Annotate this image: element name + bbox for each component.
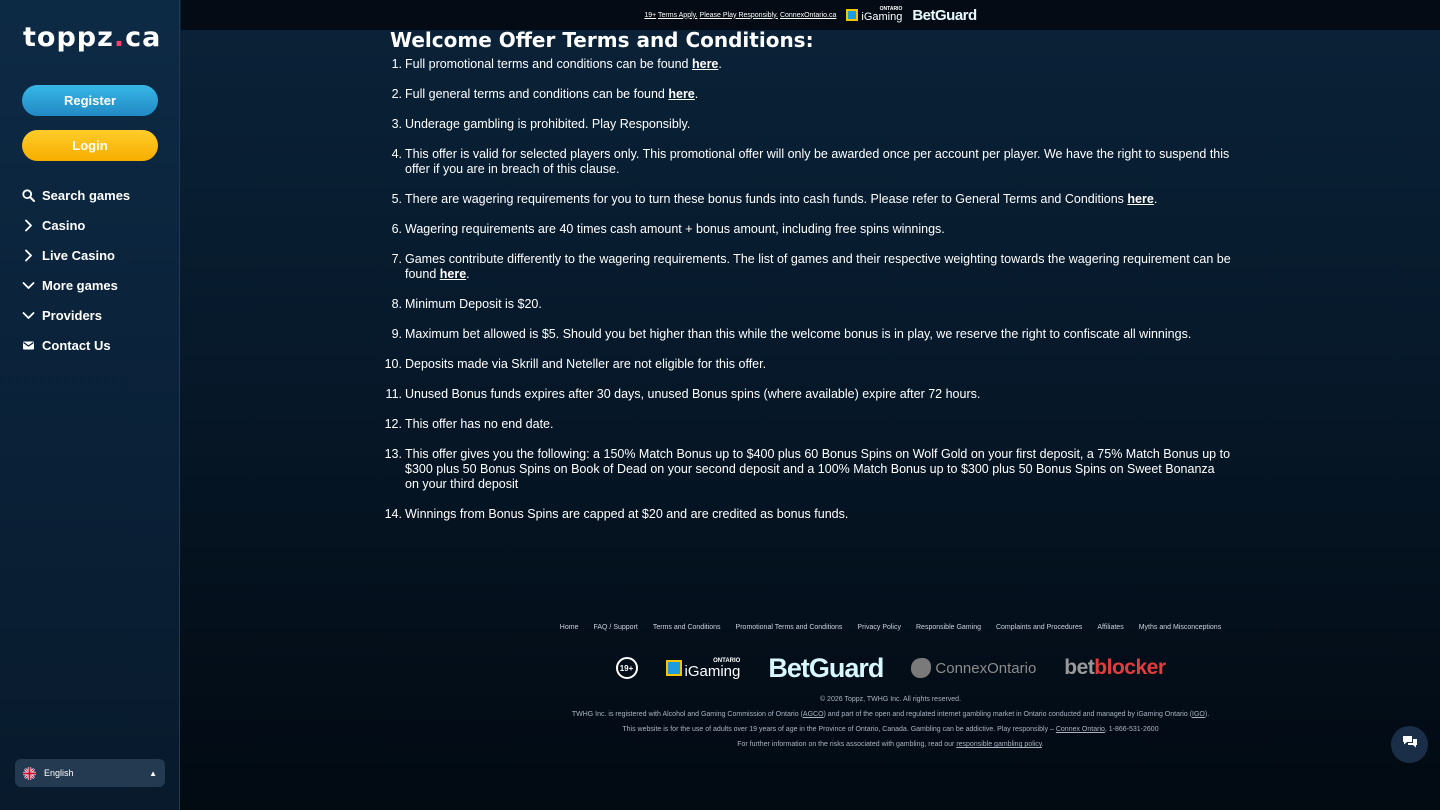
betblocker-a: bet — [1064, 656, 1095, 679]
terms-item-text: Full general terms and conditions can be found — [405, 87, 669, 101]
terms-item-text: This offer gives you the following: a 150% Match Bonus up to $400 plus 60 Bonus Spins on Wolf Gold on your first deposit, a 75% Match Bonus up to $300 plus 50 Bonus Spins on Book of Dead on your second deposit and a 100% Match Bonus up to $300 plus 50 Bonus Spins on Sweet Bonanza on your third deposit — [405, 447, 1231, 491]
age-19-badge: 19+ — [616, 657, 638, 679]
chevron-right-icon — [22, 219, 35, 232]
terms-item-number: 8. — [391, 297, 402, 311]
terms-item — [386, 357, 1231, 372]
logo-name: toppz — [23, 22, 114, 53]
chat-icon — [1402, 735, 1418, 754]
terms-item-text: Games contribute differently to the wagering requirements. The list of games and their respective weighting towards the wagering requirement can be found — [405, 252, 1231, 281]
terms-item-text: Underage gambling is prohibited. Play Responsibly. — [405, 117, 691, 131]
sidebar-item-search-games[interactable] — [22, 180, 172, 210]
terms-item-text: Winnings from Bonus Spins are capped at $20 and are credited as bonus funds. — [405, 507, 849, 521]
terms-item — [386, 447, 1231, 492]
sidebar-item-label: Providers — [42, 307, 102, 323]
connex-logo-text: ConnexOntario — [935, 659, 1037, 677]
terms-item — [386, 387, 1231, 402]
terms-item-text: This offer is valid for selected players only. This promotional offer will only be awarded once per account per player. We have the right to suspend this offer if you are in breach of this clause. — [405, 147, 1230, 176]
uk-flag-icon — [23, 767, 36, 780]
betguard-logo[interactable]: BetGuard — [768, 652, 884, 683]
terms-item — [386, 417, 1231, 432]
registration-notice — [341, 707, 1440, 722]
sidebar-item-label: Live Casino — [42, 247, 115, 263]
footer-link-promo-terms[interactable]: Promotional Terms and Conditions — [735, 624, 843, 631]
betblocker-b: blocker — [1094, 656, 1166, 679]
caret-up-icon: ▲ — [149, 768, 157, 778]
terms-item — [386, 147, 1231, 177]
sidebar — [0, 0, 180, 810]
chat-button[interactable] — [1391, 726, 1428, 763]
terms-item-number: 11. — [385, 387, 402, 401]
terms-item — [386, 57, 1231, 72]
footer-link-terms[interactable]: Terms and Conditions — [652, 624, 721, 631]
chevron-down-icon — [22, 279, 35, 292]
footer-link-privacy[interactable]: Privacy Policy — [857, 624, 901, 631]
search-icon — [22, 189, 35, 202]
terms-item-number: 10. — [384, 357, 402, 371]
footer-links — [181, 624, 1440, 631]
terms-item — [386, 327, 1231, 342]
terms-item — [386, 297, 1231, 312]
terms-item-text: Unused Bonus funds expires after 30 days, unused Bonus spins (where available) expire after 72 hours. — [405, 387, 981, 401]
terms-item — [386, 222, 1231, 237]
here-link[interactable]: here — [691, 57, 719, 71]
footer-link-faq[interactable]: FAQ / Support — [593, 624, 638, 631]
terms-content — [386, 28, 1231, 537]
here-link[interactable]: here — [1127, 192, 1154, 206]
terms-item-number: 5. — [391, 192, 402, 206]
terms-item-number: 12. — [384, 417, 402, 431]
terms-item-text: This offer has no end date. — [405, 417, 554, 431]
connex-ontario-logo[interactable] — [911, 658, 1036, 678]
age-notice-text: , 1-866-531-2600 — [1104, 726, 1159, 733]
terms-item — [386, 87, 1231, 102]
terms-item-number: 3. — [391, 117, 402, 131]
logo-tld: ca — [125, 22, 162, 53]
terms-item-text: Maximum bet allowed is $5. Should you bet higher than this while the welcome bonus is in play, we reserve the right to confiscate all winnings. — [405, 327, 1192, 341]
ontario-map-icon — [911, 658, 931, 678]
sidebar-item-casino[interactable] — [22, 210, 172, 240]
terms-item-text: There are wagering requirements for you to turn these bonus funds into cash funds. Please refer to General Terms and Conditions — [405, 192, 1128, 206]
copyright: © 2026 Toppz, TWHG Inc. All rights reserved. — [819, 696, 962, 703]
terms-item-number: 6. — [391, 222, 402, 236]
terms-item-punct: . — [1153, 192, 1158, 206]
sidebar-item-contact-us[interactable] — [22, 330, 172, 360]
age-notice-text: This website is for the use of adults over 19 years of age in the Province of Ontario, Canada. Gambling can be addictive. Play responsibly – — [622, 726, 1056, 733]
igo-link[interactable]: IGO — [1192, 711, 1205, 718]
terms-item — [386, 252, 1231, 282]
info-text: For further information on the risks associated with gambling, read our — [737, 741, 957, 748]
sidebar-nav — [22, 180, 172, 360]
site-logo[interactable] — [23, 22, 161, 53]
footer-link-complaints[interactable]: Complaints and Procedures — [995, 624, 1083, 631]
footer-logos — [181, 652, 1440, 684]
compliance-links — [644, 12, 836, 19]
igaming-sup: ONTARIO — [879, 6, 903, 12]
page-title: Welcome Offer Terms and Conditions: — [390, 28, 814, 52]
terms-item-number: 4. — [391, 147, 402, 161]
igaming-mark-icon — [666, 660, 682, 676]
terms-item-number: 2. — [391, 87, 402, 101]
connex-link[interactable]: ConnexOntario.ca — [779, 11, 837, 19]
terms-item-number: 1. — [391, 57, 402, 71]
info-text: . — [1041, 741, 1044, 748]
sidebar-item-more-games[interactable] — [22, 270, 172, 300]
terms-item-number: 9. — [391, 327, 402, 341]
sidebar-item-providers[interactable] — [22, 300, 172, 330]
terms-item-text: Wagering requirements are 40 times cash amount + bonus amount, including free spins winnings. — [405, 222, 945, 236]
footer-legal-text — [181, 692, 1440, 752]
registration-text: TWHG Inc. is registered with Alcohol and Gaming Commission of Ontario ( — [571, 711, 803, 718]
igaming-sup: ONTARIO — [713, 657, 741, 664]
terms-item-punct: . — [718, 57, 722, 71]
igaming-main: iGaming — [861, 11, 903, 23]
terms-item-text: Full promotional terms and conditions can be found — [405, 57, 692, 71]
betguard-logo: BetGuard — [912, 6, 977, 24]
agco-link[interactable]: AGCO — [802, 711, 824, 718]
terms-item-punct: . — [466, 267, 470, 281]
betblocker-logo[interactable] — [1064, 656, 1165, 680]
chevron-down-icon — [22, 309, 35, 322]
terms-list — [386, 57, 1231, 522]
terms-apply-link[interactable]: Terms Apply. — [658, 11, 698, 19]
terms-item-number: 13. — [384, 447, 402, 461]
info-notice — [341, 737, 1440, 752]
here-link[interactable]: here — [439, 267, 467, 281]
language-label: English — [44, 768, 74, 778]
terms-item-number: 7. — [391, 252, 402, 266]
connex-ontario-link[interactable]: Connex Ontario — [1055, 726, 1105, 733]
footer-link-myths[interactable]: Myths and Misconceptions — [1138, 624, 1222, 631]
age-link[interactable]: 19+ — [644, 11, 657, 19]
igaming-ontario-logo[interactable] — [666, 658, 741, 679]
terms-item — [386, 192, 1231, 207]
igaming-mark-icon — [846, 9, 858, 21]
responsible-gambling-link[interactable]: responsible gambling policy — [956, 741, 1042, 748]
terms-item-punct: . — [694, 87, 699, 101]
top-compliance-bar — [181, 0, 1440, 30]
sidebar-item-live-casino[interactable] — [22, 240, 172, 270]
igaming-ontario-logo — [846, 7, 902, 23]
login-button[interactable]: Login — [22, 130, 158, 161]
sidebar-item-label: Casino — [42, 217, 86, 233]
register-button[interactable]: Register — [22, 85, 158, 116]
age-notice — [341, 722, 1440, 737]
mail-icon — [22, 339, 35, 352]
here-link[interactable]: here — [668, 87, 695, 101]
footer-link-home[interactable]: Home — [559, 624, 579, 631]
sidebar-item-label: More games — [42, 277, 118, 293]
footer-link-responsible-gaming[interactable]: Responsible Gaming — [916, 624, 981, 631]
terms-item — [386, 117, 1231, 132]
sidebar-item-label: Search games — [42, 187, 131, 203]
registration-text: ) and part of the open and regulated internet gambling market in Ontario conducted and managed by iGaming Ontario ( — [823, 711, 1193, 718]
chevron-right-icon — [22, 249, 35, 262]
terms-item-number: 14. — [384, 507, 402, 521]
terms-item — [386, 507, 1231, 522]
play-responsibly-link[interactable]: Please Play Responsibly. — [699, 11, 778, 19]
footer-link-affiliates[interactable]: Affiliates — [1097, 624, 1124, 631]
language-selector[interactable] — [15, 759, 165, 787]
igaming-main: iGaming — [684, 662, 741, 680]
terms-item-text: Deposits made via Skrill and Neteller are not eligible for this offer. — [405, 357, 767, 371]
sidebar-item-label: Contact Us — [42, 337, 111, 353]
logo-dot: . — [113, 22, 126, 53]
terms-item-text: Minimum Deposit is $20. — [405, 297, 542, 311]
registration-text: ). — [1204, 711, 1210, 718]
